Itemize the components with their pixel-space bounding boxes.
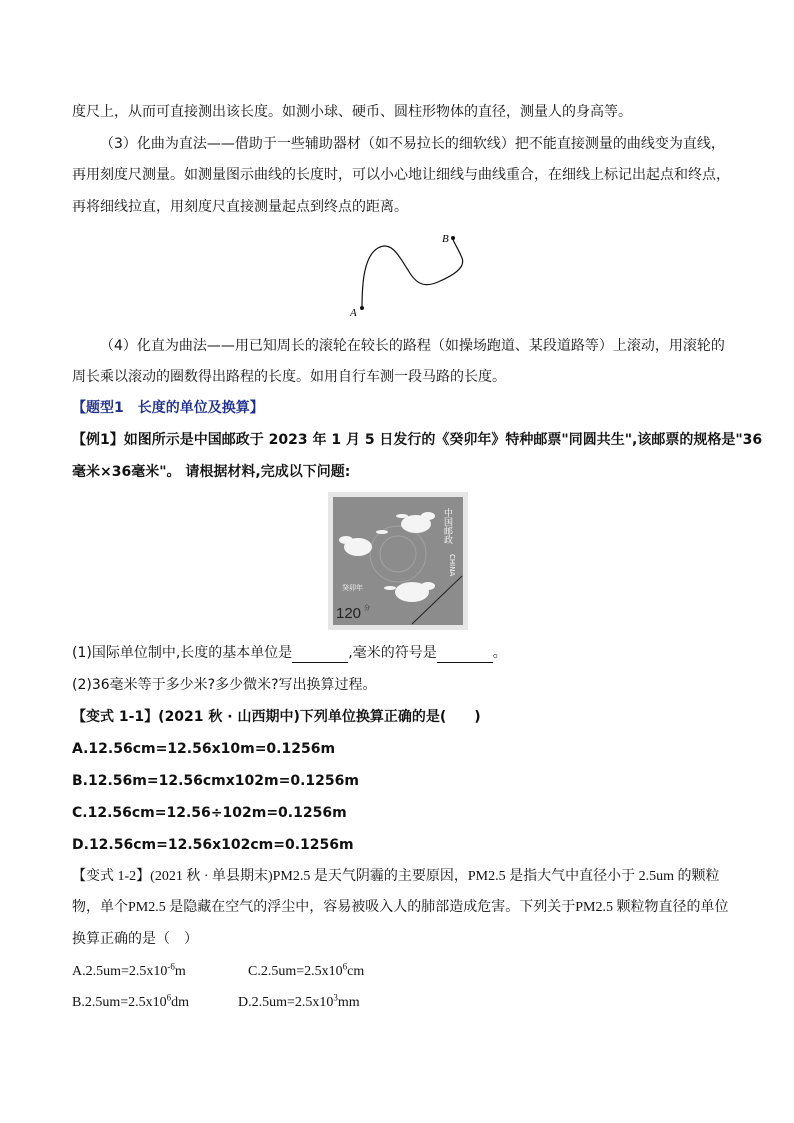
exponent: -6: [167, 961, 175, 972]
variant-stem: 【变式 1-1】(2021 秋 · 山西期中)下列单位换算正确的是( ): [72, 709, 481, 725]
option-unit: m: [174, 964, 186, 979]
exponent: 6: [342, 961, 348, 972]
variant-stem: 换算正确的是（ ）: [72, 932, 198, 947]
label-b: B: [442, 233, 449, 245]
question-text: (1)国际单位制中,长度的基本单位是: [72, 645, 293, 661]
example-stem: 毫米×36毫米"。 请根据材料,完成以下问题:: [72, 464, 351, 480]
option-unit: dm: [171, 995, 190, 1010]
paragraph-line: （4）化直为曲法——用已知周长的滚轮在较长的路程（如操场跑道、某段道路等）上滚动，用滚轮的: [100, 338, 725, 354]
section-heading: 【题型1 长度的单位及换算】: [72, 400, 264, 416]
option-text: B.2.5um=2.5x10: [72, 995, 167, 1010]
end-point: [451, 236, 455, 240]
option-c: C.12.56cm=12.56÷102m=0.1256m: [72, 805, 347, 821]
option-b: B.12.56m=12.56cmx102m=0.1256m: [72, 773, 359, 789]
stamp-vertical-text: 中国邮政: [442, 508, 452, 544]
paragraph-line: 再用刻度尺测量。如测量图示曲线的长度时，可以小心地让细线与曲线重合，在细线上标记出起点和终点，: [72, 167, 730, 183]
option-c: [248, 962, 364, 982]
option-text: D.2.5um=2.5x10: [238, 995, 334, 1010]
answer-blank[interactable]: [437, 648, 493, 663]
example-stem: 【例1】如图所示是中国邮政于 2023 年 1 月 5 日发行的《癸卯年》特种邮票"同圆共生",该邮票的规格是"36: [72, 432, 763, 448]
question-2: (2)36毫米等于多少米?多少微米?写出换算过程。: [72, 677, 377, 693]
paragraph-line: 再将细线拉直，用刻度尺直接测量起点到终点的距离。: [72, 199, 408, 215]
answer-blank[interactable]: [292, 648, 348, 663]
exponent: 6: [166, 992, 172, 1003]
paragraph-line: （3）化曲为直法——借助于一些辅助器材（如不易拉长的细软线）把不能直接测量的曲线变为直线，: [100, 136, 725, 152]
option-b: [72, 993, 189, 1013]
option-a: [72, 962, 186, 982]
variant-stem: 物，单个PM2.5 是隐藏在空气的浮尘中，容易被吸入人的肺部造成危害。下列关于PM2.5 颗粒物直径的单位: [72, 900, 729, 915]
curve-figure: [340, 228, 480, 320]
option-d: D.12.56cm=12.56x102cm=0.1256m: [72, 837, 354, 853]
curve-path: [362, 238, 463, 308]
paragraph-line: 度尺上，从而可直接测出该长度。如测小球、硬币、圆柱形物体的直径，测量人的身高等。: [72, 104, 632, 120]
label-a: A: [350, 307, 357, 319]
option-text: C.2.5um=2.5x10: [248, 964, 343, 979]
paragraph-line: 周长乘以滚动的圈数得出路程的长度。如用自行车测一段马路的长度。: [72, 369, 506, 385]
option-unit: cm: [347, 964, 365, 979]
stamp-side-text: CHINA: [448, 554, 456, 577]
option-unit: mm: [337, 995, 360, 1010]
question-text: 。: [492, 645, 507, 661]
option-a: A.12.56cm=12.56x10m=0.1256m: [72, 741, 336, 757]
question-1: [72, 643, 507, 663]
exponent: 3: [333, 992, 338, 1003]
variant-stem: 【变式 1-2】(2021 秋 · 单县期末)PM2.5 是天气阴霾的主要原因，PM2.5 是指大气中直径小于 2.5um 的颗粒: [72, 869, 720, 884]
option-d: [238, 993, 360, 1013]
question-text: ,毫米的符号是: [348, 645, 437, 661]
stamp-value-unit: 分: [364, 605, 371, 612]
stamp-year-text: 癸卯年: [342, 584, 363, 592]
option-text: A.2.5um=2.5x10: [72, 964, 168, 979]
start-point: [360, 306, 364, 310]
stamp-image: [328, 492, 468, 630]
stamp-face-value: 120: [336, 605, 362, 622]
